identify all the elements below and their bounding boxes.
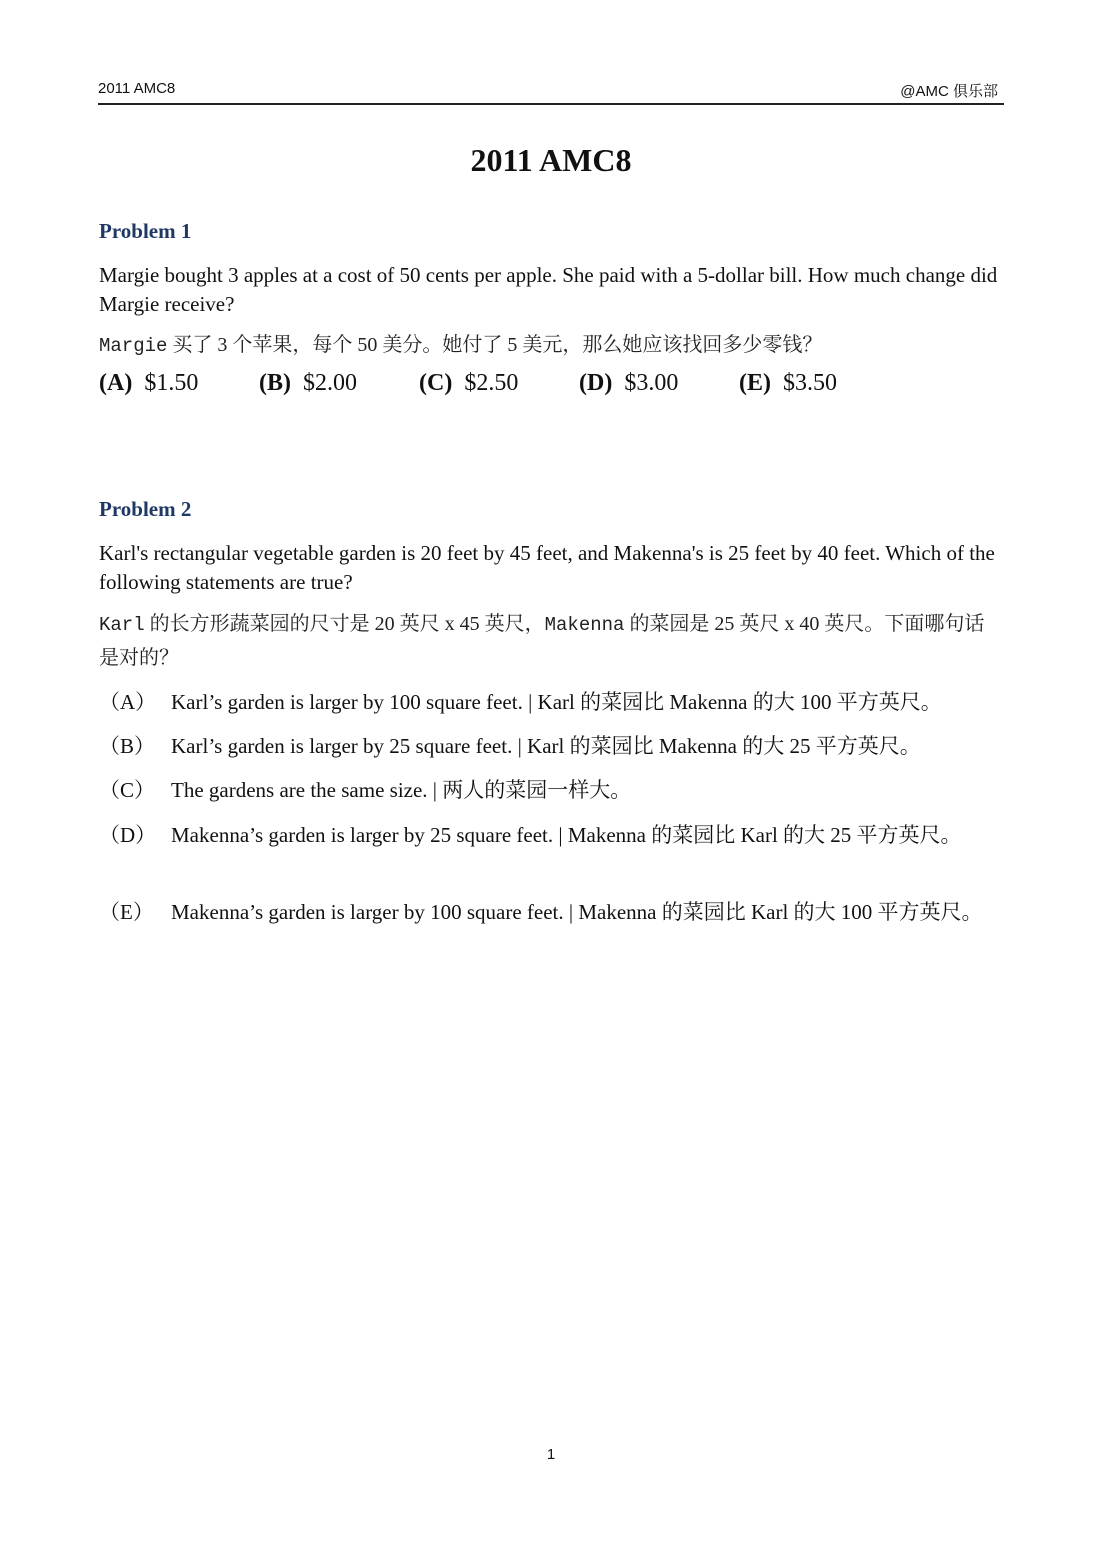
problem-1-heading-block: [99, 219, 1004, 244]
header-right-text: @AMC 俱乐部: [900, 83, 998, 100]
option-text: Makenna’s garden is larger by 25 square feet. | Makenna 的菜园比 Karl 的大 25 平方英尺。: [171, 823, 962, 847]
problem-1-chinese-name: Margie: [99, 335, 168, 357]
option-text: Karl’s garden is larger by 100 square feet. | Karl 的菜园比 Makenna 的大 100 平方英尺。: [171, 690, 942, 714]
choice-letter: (A): [99, 370, 133, 396]
choice-value: $1.50: [144, 370, 199, 396]
problem-1-chinese-block: [99, 329, 1004, 363]
problem-2-option-e: [99, 896, 1004, 929]
problem-2-chinese-part1: 的长方形蔬菜园的尺寸是 20 英尺 x 45 英尺，: [144, 613, 545, 635]
choice-letter: (E): [739, 370, 771, 396]
choice-value: $2.00: [303, 370, 357, 396]
choice-letter: (D): [579, 370, 613, 396]
problem-2-option-a: [99, 686, 1004, 719]
problem-1-english-text: Margie bought 3 apples at a cost of 50 cents per apple. She paid with a 5-dollar bill. How much change did Margie receive?: [99, 263, 998, 316]
option-letter: （A）: [99, 690, 157, 714]
choice-value: $2.50: [464, 370, 519, 396]
choice-letter: (B): [259, 370, 291, 396]
problem-2-english-text: Karl's rectangular vegetable garden is 20 feet by 45 feet, and Makenna's is 25 feet by 40 feet. Which of the following statements are true?: [99, 541, 995, 594]
option-letter: （D）: [99, 823, 157, 847]
problem-2-heading: Problem 2: [99, 497, 192, 521]
option-text: The gardens are the same size. | 两人的菜园一样大。: [171, 778, 632, 802]
option-line: [99, 686, 1004, 719]
header-left-text: 2011 AMC8: [98, 80, 176, 97]
option-letter: （B）: [99, 734, 156, 758]
choice-letter: (C): [419, 370, 453, 396]
choice-value: $3.50: [783, 370, 837, 396]
choice-value: $3.00: [624, 370, 679, 396]
option-line: [99, 730, 1004, 763]
problem-2-chinese-name-karl: Karl: [99, 614, 145, 636]
problem-2-chinese-block: [99, 608, 1004, 675]
option-text: Karl’s garden is larger by 25 square feet. | Karl 的菜园比 Makenna 的大 25 平方英尺。: [171, 734, 921, 758]
option-line: [99, 774, 1004, 807]
problem-2-option-c: [99, 774, 1004, 807]
problem-2-option-d: [99, 819, 1004, 852]
answer-choices-row: [99, 370, 1004, 397]
problem-2-chinese-part2: 的菜园是 25 英尺 x 40 英尺。下面哪句话是对的？: [99, 613, 985, 669]
problem-1-heading: Problem 1: [99, 219, 192, 243]
option-line: [99, 896, 1004, 929]
page-header: [98, 78, 1004, 105]
choice-b: [259, 370, 419, 397]
option-text: Makenna’s garden is larger by 100 square feet. | Makenna 的菜园比 Karl 的大 100 平方英尺。: [171, 900, 983, 924]
choice-e: [739, 370, 899, 397]
document-title: 2011 AMC8: [470, 142, 632, 178]
page-number: 1: [546, 1446, 556, 1463]
option-letter: （E）: [99, 900, 154, 924]
choice-a: [99, 370, 259, 397]
problem-1-choices: [99, 370, 1004, 397]
option-line: [99, 819, 1004, 852]
problem-2-chinese-text: [99, 608, 1004, 675]
problem-2-chinese-name-makenna: Makenna: [544, 614, 625, 636]
choice-c: [419, 370, 579, 397]
problem-1-chinese-text: [99, 329, 1004, 363]
problem-2-english-block: [99, 539, 1004, 597]
problem-1-english-block: [99, 261, 1004, 319]
problem-2-heading-block: [99, 497, 1004, 522]
problem-1-chinese-body: 买了 3 个苹果，每个 50 美分。她付了 5 美元，那么她应该找回多少零钱？: [167, 334, 823, 356]
choice-d: [579, 370, 739, 397]
problem-2-option-b: [99, 730, 1004, 763]
option-letter: （C）: [99, 778, 156, 802]
